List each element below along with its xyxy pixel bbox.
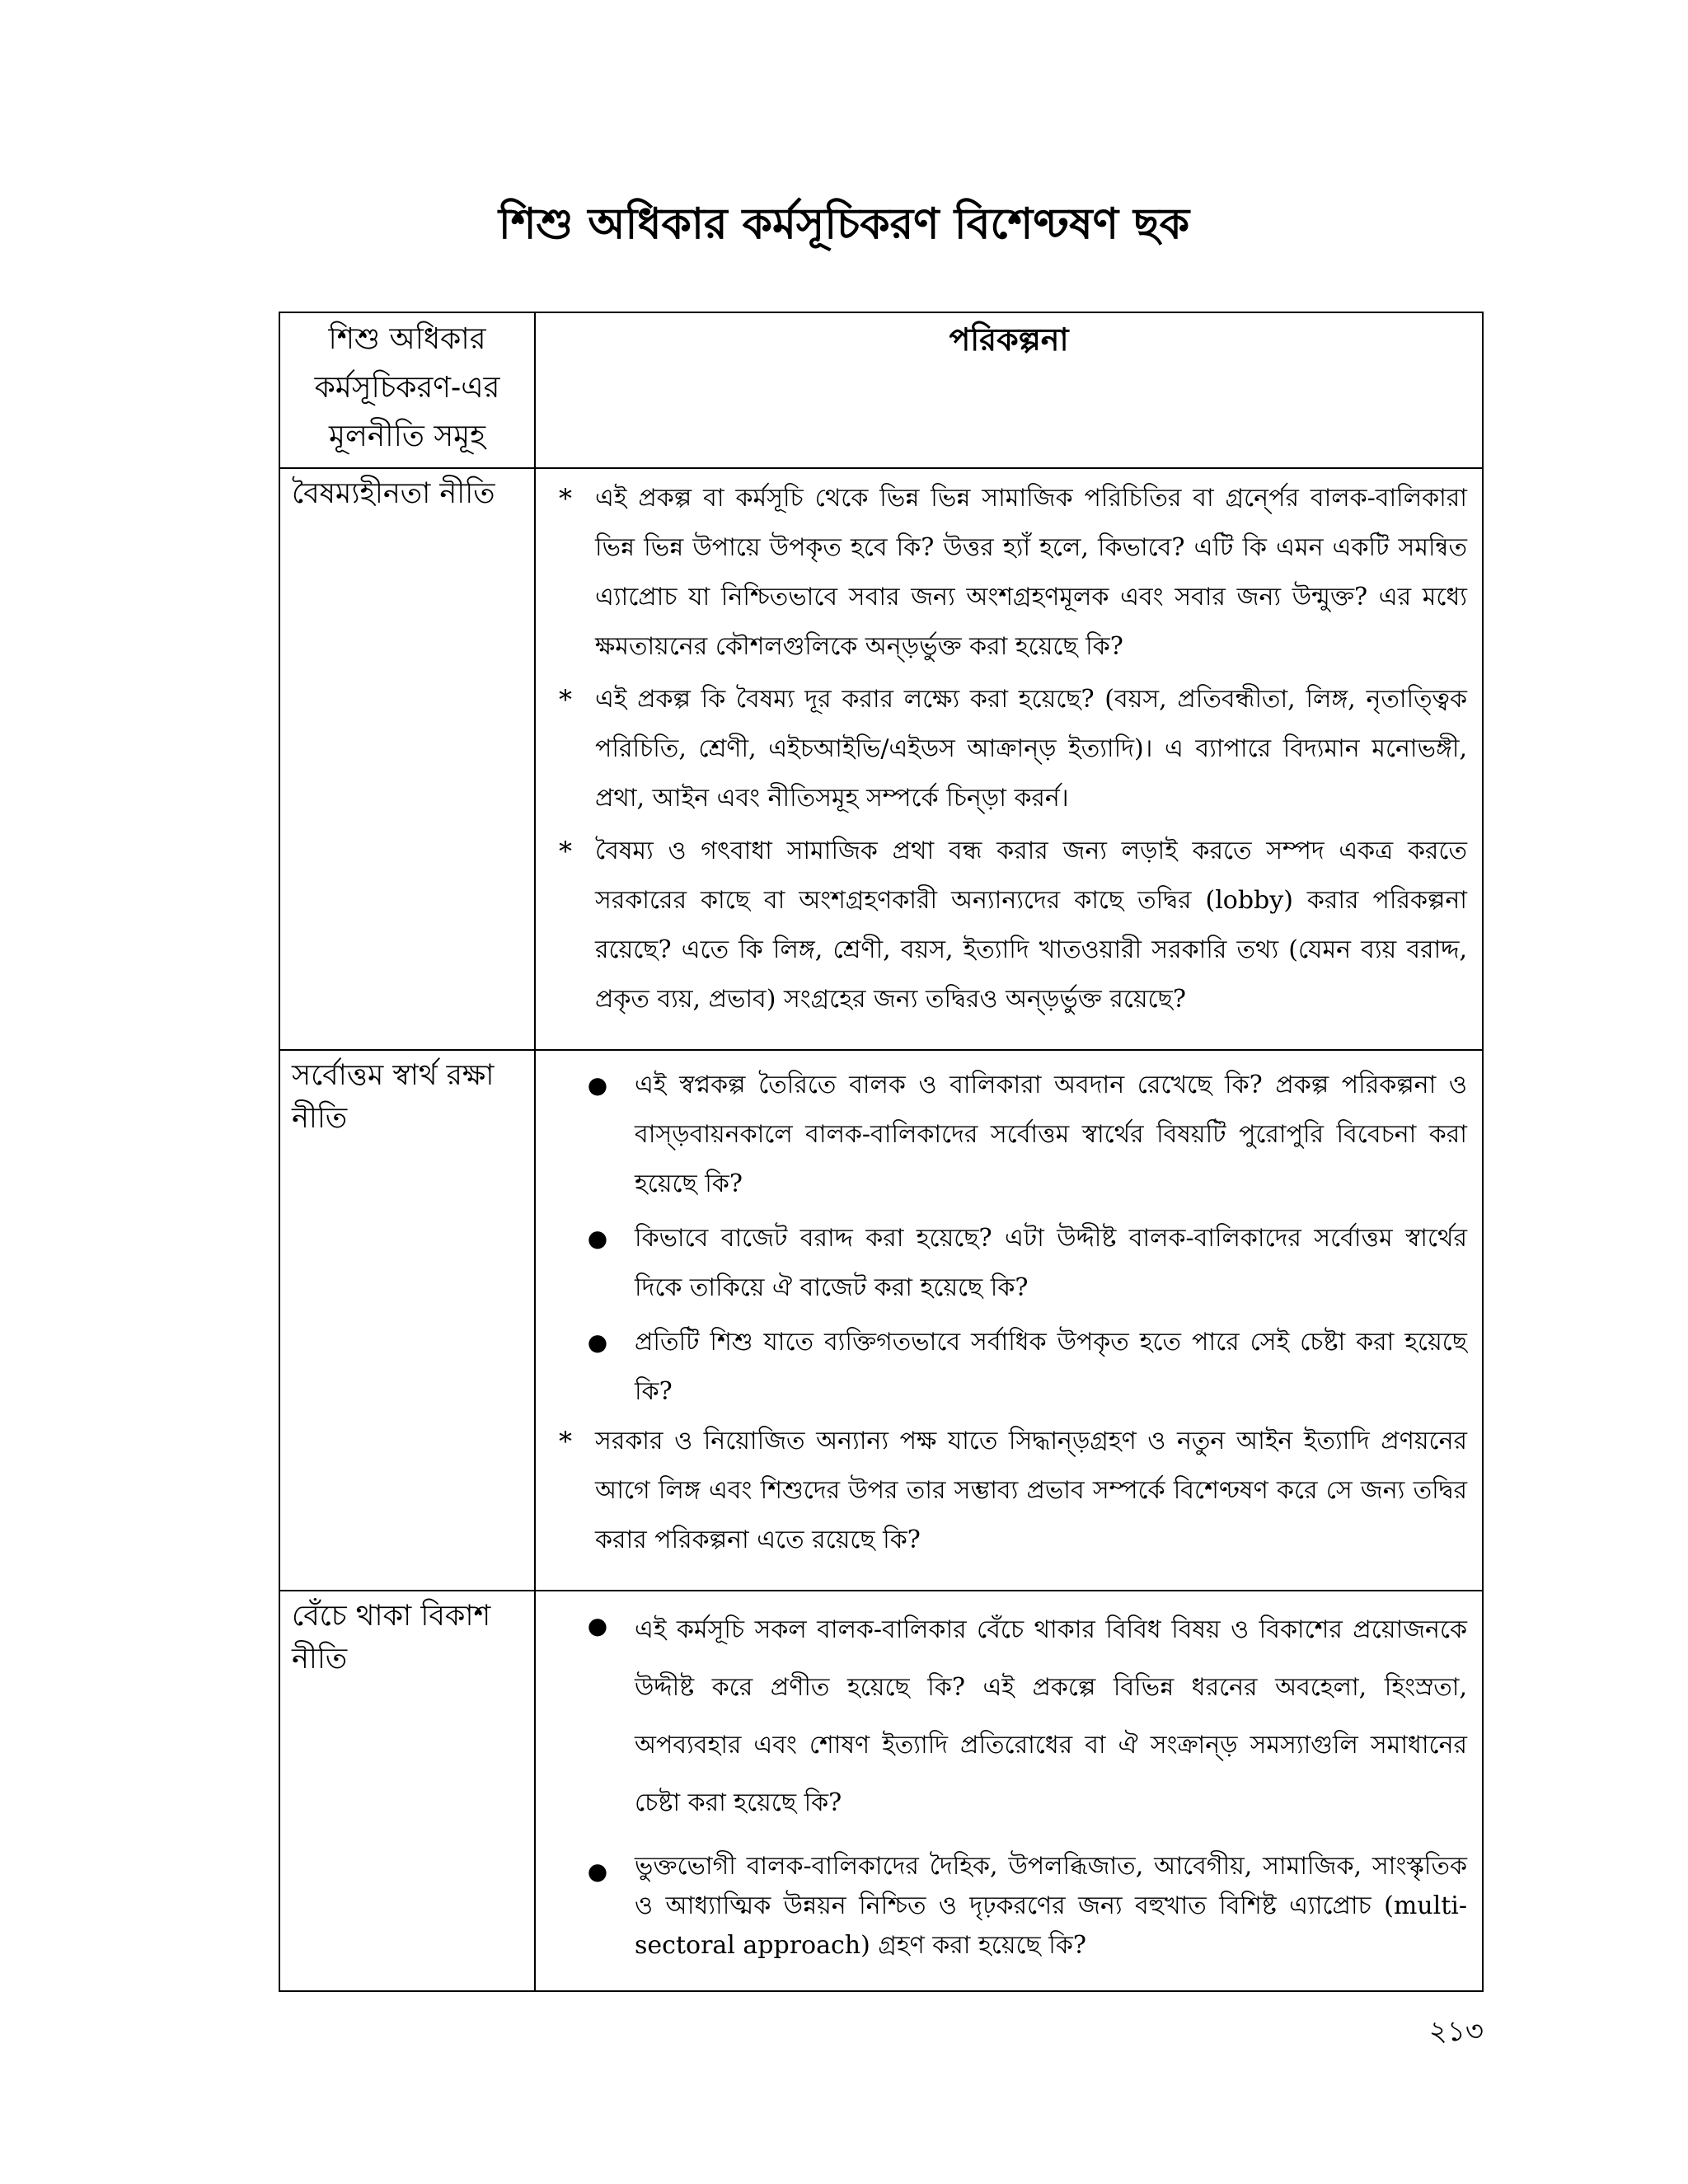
- asterisk-marker: *: [559, 483, 572, 514]
- bullet-marker: ●: [587, 1612, 608, 1639]
- bullet-marker: ●: [587, 1858, 608, 1885]
- item-text: এই প্রকল্প কি বৈষম্য দূর করার লক্ষ্যে করা হয়েছে? (বয়স, প্রতিবন্ধীতা, লিঙ্গ, নৃতাত্ত্বিক পরিচিতি, শ্রেণী, এইচআইভি/এইডস আক্রান্ড় ইত্যাদি)। এ ব্যাপারে বিদ্যমান মনোভঙ্গী, প্রথা, আইন এবং নীতিসমূহ সম্পর্কে চিন্ড়া করর্ন।: [595, 685, 1467, 813]
- list-item: [536, 675, 1467, 823]
- bullet-marker: ●: [587, 1329, 608, 1356]
- item-text: কিভাবে বাজেট বরাদ্দ করা হয়েছে? এটা উদ্দীষ্ট বালক-বালিকাদের সর্বোত্তম স্বার্থের দিকে তাকিয়ে ঐ বাজেট করা হয়েছে কি?: [635, 1224, 1467, 1302]
- table-header-row: [279, 312, 1483, 468]
- planning-cell: [535, 1050, 1483, 1591]
- asterisk-marker: *: [559, 1426, 572, 1457]
- planning-cell: [535, 1591, 1483, 1991]
- bullet-marker: ●: [587, 1071, 608, 1099]
- asterisk-marker: *: [559, 684, 572, 715]
- header-principles: শিশু অধিকার কর্মসূচিকরণ-এর মূলনীতি সমূহ: [279, 312, 535, 468]
- list-item: [536, 1318, 1467, 1417]
- planning-cell: [535, 468, 1483, 1050]
- table-row: [279, 1050, 1483, 1591]
- item-text: বৈষম্য ও গৎবাধা সামাজিক প্রথা বন্ধ করার জন্য লড়াই করতে সম্পদ একত্র করতে সরকারের কাছে বা অংশগ্রহণকারী অন্যান্যদের কাছে তদ্বির (lobby) করার পরিকল্পনা রয়েছে? এতে কি লিঙ্গ, শ্রেণী, বয়স, ইত্যাদি খাতওয়ারী সরকারি তথ্য (যেমন ব্যয় বরাদ্দ, প্রকৃত ব্যয়, প্রভাব) সংগ্রহের জন্য তদ্বিরও অন্ড়র্ভুক্ত রয়েছে?: [595, 837, 1467, 1014]
- item-text: প্রতিটি শিশু যাতে ব্যক্তিগতভাবে সর্বাধিক উপকৃত হতে পারে সেই চেষ্টা করা হয়েছে কি?: [635, 1328, 1467, 1406]
- item-text: ভুক্তভোগী বালক-বালিকাদের দৈহিক, উপলব্ধিজাত, আবেগীয়, সামাজিক, সাংস্কৃতিক ও আধ্যাত্মিক উন্নয়ন নিশ্চিত ও দৃঢ়করণের জন্য বহুখাত বিশিষ্ট এ্যাপ্রোচ (multi-sectoral approach) গ্রহণ করা হয়েছে কি?: [635, 1852, 1467, 1960]
- list-item: [536, 1847, 1467, 1966]
- list-item: [536, 474, 1467, 672]
- asterisk-marker: *: [559, 836, 572, 867]
- list-item: [536, 1601, 1467, 1832]
- principle-cell: বেঁচে থাকা বিকাশ নীতি: [279, 1591, 535, 1991]
- item-text: এই স্বপ্নকল্প তৈরিতে বালক ও বালিকারা অবদান রেখেছে কি? প্রকল্প পরিকল্পনা ও বাস্ড়বায়নকালে বালক-বালিকাদের সর্বোত্তম স্বার্থের বিষয়টি পুরোপুরি বিবেচনা করা হয়েছে কি?: [635, 1071, 1467, 1198]
- list-item: [536, 1417, 1467, 1565]
- table-row: [279, 1591, 1483, 1991]
- page-number: ২১৩: [1428, 2015, 1484, 2048]
- analysis-table: [279, 312, 1484, 1992]
- item-text: এই কর্মসূচি সকল বালক-বালিকার বেঁচে থাকার বিবিধ বিষয় ও বিকাশের প্রয়োজনকে উদ্দীষ্ট করে প্রণীত হয়েছে কি? এই প্রকল্পে বিভিন্ন ধরনের অবহেলা, হিংস্রতা, অপব্যবহার এবং শোষণ ইত্যাদি প্রতিরোধের বা ঐ সংক্রান্ড় সমস্যাগুলি সমাধানের চেষ্টা করা হয়েছে কি?: [635, 1615, 1467, 1817]
- item-text: এই প্রকল্প বা কর্মসূচি থেকে ভিন্ন ভিন্ন সামাজিক পরিচিতির বা গ্রর্ন্পের বালক-বালিকারা ভিন্ন ভিন্ন উপায়ে উপকৃত হবে কি? উত্তর হ্যাঁ হলে, কিভাবে? এটি কি এমন একটি সমন্বিত এ্যাপ্রোচ যা নিশ্চিতভাবে সবার জন্য অংশগ্রহণমূলক এবং সবার জন্য উন্মুক্ত? এর মধ্যে ক্ষমতায়নের কৌশলগুলিকে অন্ড়র্ভুক্ত করা হয়েছে কি?: [595, 484, 1467, 661]
- header-planning: পরিকল্পনা: [535, 312, 1483, 468]
- principle-cell: বৈষম্যহীনতা নীতি: [279, 468, 535, 1050]
- page-title: শিশু অধিকার কর্মসূচিকরণ বিশেণ্ঢষণ ছক: [498, 199, 1190, 249]
- item-text: সরকার ও নিয়োজিত অন্যান্য পক্ষ যাতে সিদ্ধান্ড়গ্রহণ ও নতুন আইন ইত্যাদি প্রণয়নের আগে লিঙ্গ এবং শিশুদের উপর তার সম্ভাব্য প্রভাব সম্পর্কে বিশেণ্ঢষণ করে সে জন্য তদ্বির করার পরিকল্পনা এতে রয়েছে কি?: [595, 1427, 1467, 1554]
- list-item: [536, 827, 1467, 1024]
- table-row: [279, 468, 1483, 1050]
- principle-cell: সর্বোত্তম স্বার্থ রক্ষা নীতি: [279, 1050, 535, 1591]
- bullet-marker: ●: [587, 1225, 608, 1252]
- list-item: [536, 1214, 1467, 1313]
- list-item: [536, 1061, 1467, 1209]
